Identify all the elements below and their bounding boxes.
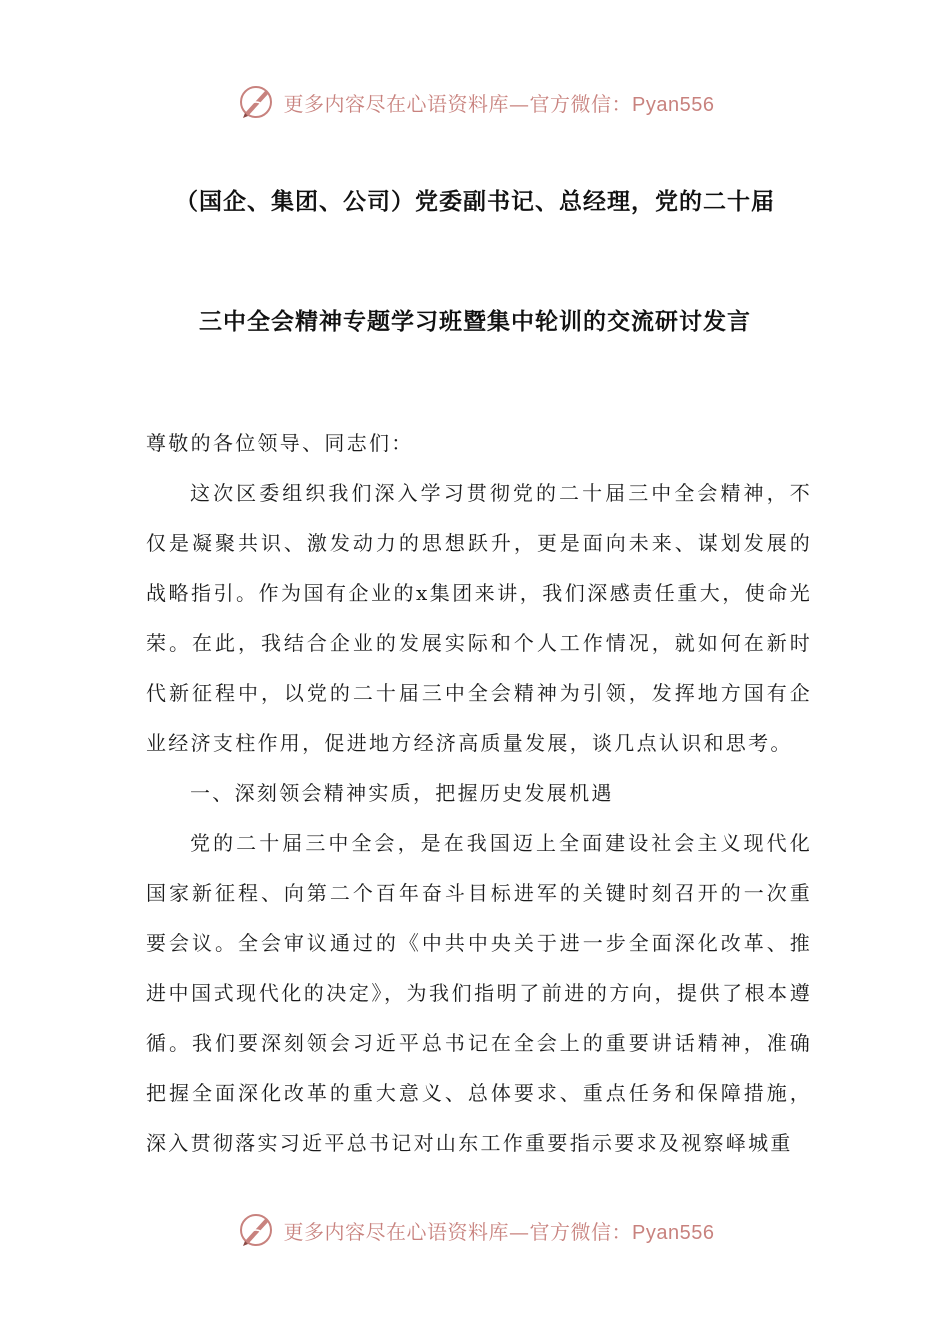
banner-text: 更多内容尽在心语资料库—官方微信：Pyan556	[283, 1219, 715, 1244]
document-title-line-2: 三中全会精神专题学习班暨集中轮训的交流研讨发言	[199, 309, 751, 335]
footer-watermark-banner	[0, 1208, 950, 1252]
header-watermark-banner	[0, 80, 950, 124]
paragraph-section-1: 党的二十届三中全会，是在我国迈上全面建设社会主义现代化国家新征程、向第二个百年奋斗目标进军的关键时刻召开的一次重要会议。全会审议通过的《中共中央关于进一步全面深化改革、推进中国式现代化的决定》，为我们指明了前进的方向，提供了根本遵循。我们要深刻领会习近平总书记在全会上的重要讲话精神，准确把握全面深化改革的重大意义、总体要求、重点任务和保障措施，深入贯彻落实习近平总书记对山东工作重要指示要求及视察峄城重	[146, 831, 812, 1155]
salutation: 尊敬的各位领导、同志们：	[146, 431, 414, 455]
pen-logo-icon	[236, 82, 276, 122]
banner-handle: Pyan556	[632, 93, 715, 116]
banner-text: 更多内容尽在心语资料库—官方微信：Pyan556	[283, 91, 715, 116]
section-heading-1: 一、深刻领会精神实质，把握历史发展机遇	[190, 781, 614, 805]
pen-logo-icon	[236, 1210, 276, 1250]
document-body	[146, 418, 812, 1168]
banner-handle: Pyan556	[632, 1221, 715, 1244]
paragraph-intro: 这次区委组织我们深入学习贯彻党的二十届三中全会精神，不仅是凝聚共识、激发动力的思想跃升，更是面向未来、谋划发展的战略指引。作为国有企业的x集团来讲，我们深感责任重大，使命光荣。在此，我结合企业的发展实际和个人工作情况，就如何在新时代新征程中，以党的二十届三中全会精神为引领，发挥地方国有企业经济支柱作用，促进地方经济高质量发展，谈几点认识和思考。	[146, 481, 812, 755]
document-title-line-1: （国企、集团、公司）党委副书记、总经理，党的二十届	[175, 189, 775, 215]
